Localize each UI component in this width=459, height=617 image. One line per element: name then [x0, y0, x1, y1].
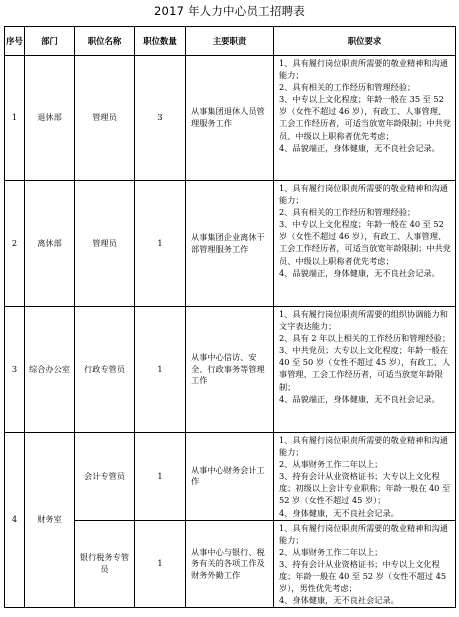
requirement-line: 4、品貌端正，身体健康，无不良社会记录。 — [279, 393, 440, 404]
row-duty: 从事中心信访、安全、行政事务等管理工作 — [186, 307, 274, 433]
requirement-line: 2、具有 2 年以上相关的工作经历和管理经验； — [279, 333, 451, 344]
requirement-line: 3、持有会计从业资格证书；中专以上文化程度；年龄一般在 40 至 52 岁（女性不超过 45 岁），男性优先考虑； — [279, 558, 447, 594]
row-count: 3 — [135, 56, 186, 181]
row-seq: 1 — [5, 56, 25, 181]
row-count: 1 — [135, 433, 186, 521]
row-requirements — [274, 181, 456, 307]
requirement-line: 3、中共党员；大专以上文化程度；年龄一般在 40 至 50 岁（女性不超过 45 岁），有政工、人事管理、工会工作经历者，可适当放宽年龄限制； — [279, 345, 451, 392]
header-dept: 部门 — [25, 27, 75, 56]
requirement-line: 1、具有履行岗位职责所需要的组织协调能力和文字表达能力； — [279, 309, 448, 332]
requirement-line: 4、品貌端正，身体健康，无不良社会记录。 — [279, 142, 440, 153]
requirement-line: 3、中专以上文化程度；年龄一般在 35 至 52 岁（女性不超过 46 岁），有政工、人事管理、工会工作经历者，可适当放宽年龄限制；中共党员、中级以上职称者优先考虑； — [279, 94, 451, 141]
table-row — [5, 433, 456, 521]
recruitment-table — [4, 26, 456, 608]
row-position: 管理员 — [75, 56, 135, 181]
requirement-line: 3、持有会计从业资格证书；大专以上文化程度；初级以上会计专业职称；年龄一般在 40 至 52 岁（女性不超过 45 岁）； — [279, 471, 451, 506]
row-dept: 退休部 — [25, 56, 75, 181]
requirement-line: 2、具有相关的工作经历和管理经验； — [279, 207, 416, 218]
row-count: 1 — [135, 181, 186, 307]
row-requirements — [274, 56, 456, 181]
requirement-line: 2、从事财务工作二年以上； — [279, 546, 383, 557]
row-position: 会计专管员 — [75, 433, 135, 521]
row-position: 行政专管员 — [75, 307, 135, 433]
requirement-line: 4、身体健康，无不良社会记录。 — [279, 595, 399, 606]
row-count: 1 — [135, 520, 186, 608]
requirement-line: 1、具有履行岗位职责所需要的敬业精神和沟通能力； — [279, 522, 448, 545]
row-duty: 从事中心财务会计工作 — [186, 433, 274, 521]
row-count: 1 — [135, 307, 186, 433]
header-count: 职位数量 — [135, 27, 186, 56]
requirement-line: 4、身体健康，无不良社会记录。 — [279, 507, 399, 518]
requirement-line: 1、具有履行岗位职责所需要的敬业精神和沟通能力； — [279, 435, 448, 458]
table-row — [5, 56, 456, 181]
requirement-line: 3、中专以上文化程度；年龄一般在 40 至 52 岁（女性不超过 46 岁），有政工、人事管理、工会工作经历者，可适当放宽年龄限制；中共党员、中级以上职称者优先考虑； — [279, 219, 451, 266]
row-seq: 4 — [5, 433, 25, 608]
requirement-line: 1、具有履行岗位职责所需要的敬业精神和沟通能力； — [279, 183, 448, 206]
row-dept: 综合办公室 — [25, 307, 75, 433]
row-position: 银行税务专管员 — [75, 520, 135, 608]
header-seq: 序号 — [5, 27, 25, 56]
requirement-line: 4、品貌端正，身体健康，无不良社会记录。 — [279, 267, 440, 278]
page-title: 2017 年人力中心员工招聘表 — [154, 4, 305, 18]
row-position: 管理员 — [75, 181, 135, 307]
header-position: 职位名称 — [75, 27, 135, 56]
row-duty: 从事集团企业离休干部管理服务工作 — [186, 181, 274, 307]
row-requirements — [274, 307, 456, 433]
header-requirements: 职位要求 — [274, 27, 456, 56]
requirement-line: 2、具有相关的工作经历和管理经验； — [279, 82, 416, 93]
row-duty: 从事中心与银行、税务有关的各项工作及财务外勤工作 — [186, 520, 274, 608]
requirement-line: 1、具有履行岗位职责所需要的敬业精神和沟通能力； — [279, 58, 448, 81]
row-requirements — [274, 433, 456, 521]
requirement-line: 2、从事财务工作二年以上； — [279, 459, 383, 470]
table-row — [5, 181, 456, 307]
row-duty: 从事集团退休人员管理服务工作 — [186, 56, 274, 181]
row-requirements — [274, 520, 456, 608]
row-seq: 3 — [5, 307, 25, 433]
header-duty: 主要职责 — [186, 27, 274, 56]
table-row — [5, 307, 456, 433]
row-dept: 财务室 — [25, 433, 75, 608]
row-seq: 2 — [5, 181, 25, 307]
row-dept: 离休部 — [25, 181, 75, 307]
table-header-row — [5, 27, 456, 56]
